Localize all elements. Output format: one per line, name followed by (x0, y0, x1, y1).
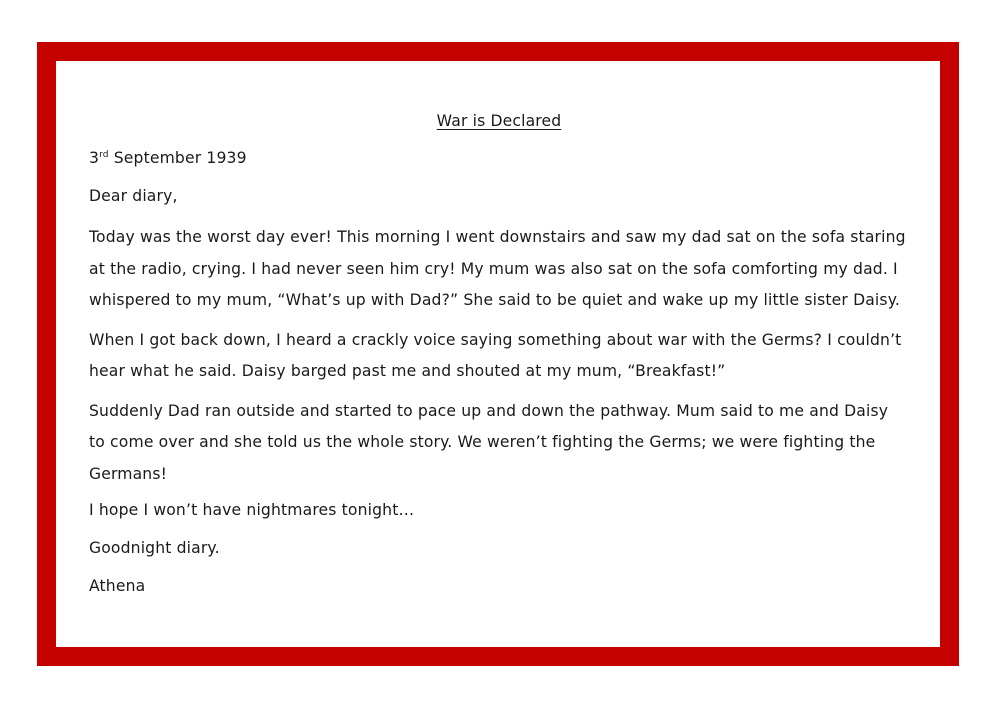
diary-entry (89, 109, 909, 612)
date-month-year: September 1939 (108, 149, 247, 167)
diary-closing-line: I hope I won’t have nightmares tonight… (89, 501, 415, 519)
diary-signature: Athena (89, 577, 146, 595)
date-suffix: rd (99, 150, 109, 160)
diary-signoff: Goodnight diary. (89, 539, 220, 557)
diary-title: War is Declared (436, 112, 562, 130)
date-day: 3 (89, 149, 100, 167)
diary-date (89, 146, 909, 170)
diary-paragraph: When I got back down, I heard a crackly voice saying something about war with the Germs? I couldn’t hear what he said. Daisy barged past me and shouted at my mum, “Breakfast!” (89, 330, 902, 380)
diary-paragraph: Today was the worst day ever! This morning I went downstairs and saw my dad sat on the sofa staring at the radio, crying. I had never seen him cry! My mum was also sat on the sofa comforting my dad. I whispered to my mum, “What’s up with Dad?” She said to be quiet and wake up my little sister Daisy. (89, 228, 906, 309)
red-border-frame (37, 42, 959, 666)
diary-greeting: Dear diary, (89, 187, 178, 205)
diary-paragraph: Suddenly Dad ran outside and started to pace up and down the pathway. Mum said to me and Daisy to come over and she told us the whole story. We weren’t fighting the Germs; we were fighting the Germans! (89, 401, 889, 483)
